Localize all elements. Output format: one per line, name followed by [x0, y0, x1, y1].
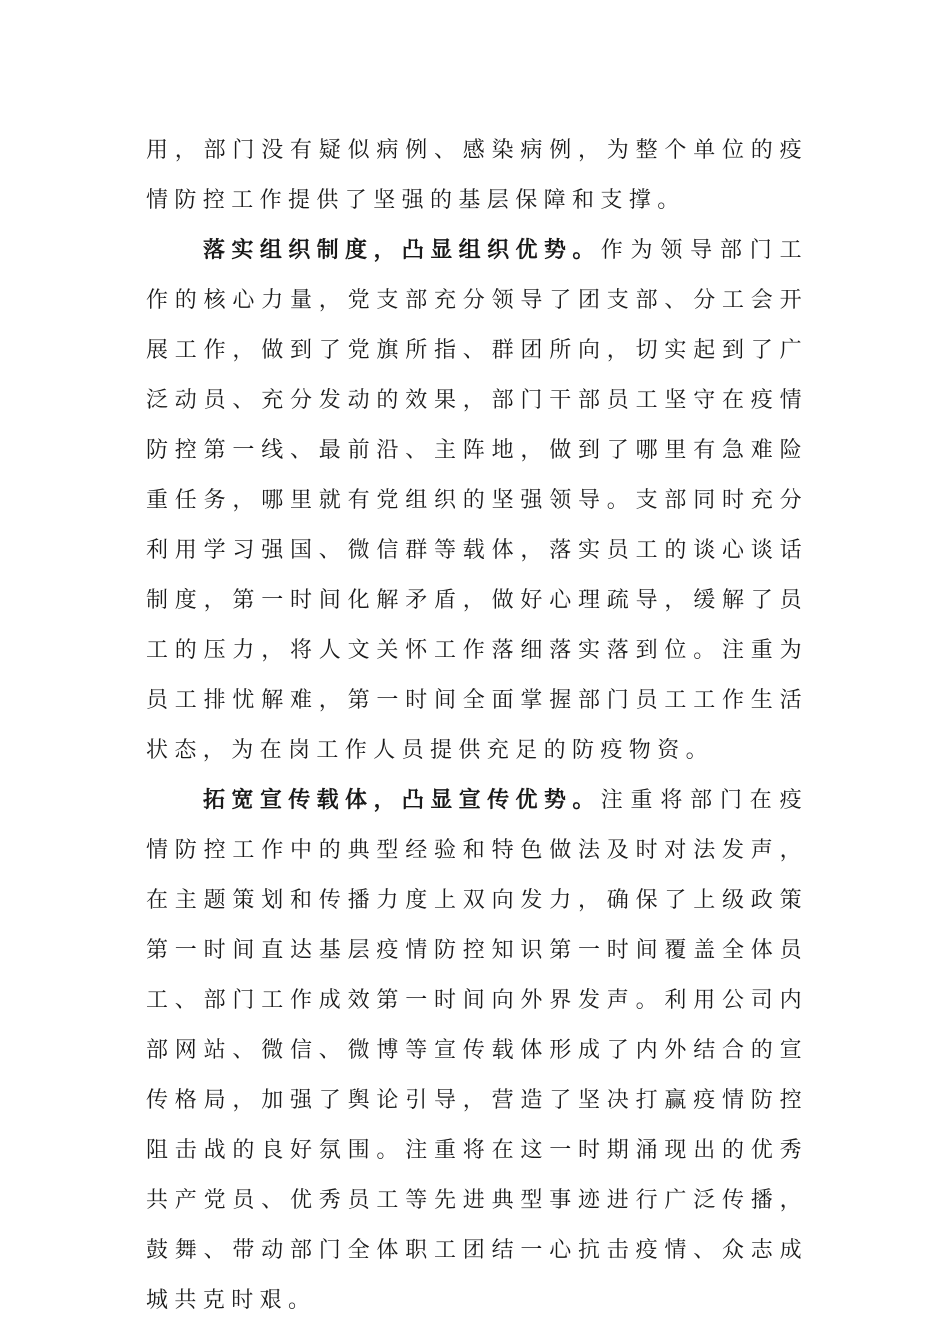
paragraph-text: 作为领导部门工作的核心力量，党支部充分领导了团支部、分工会开展工作，做到了党旗所指、群团所向，切实起到了广泛动员、充分发动的效果，部门干部员工坚守在疫情防控第一线、最前沿、主阵地，做到了哪里有急难险重任务，哪里就有党组织的坚强领导。支部同时充分利用学习强国、微信群等载体，落实员工的谈心谈话制度，第一时间化解矛盾，做好心理疏导，缓解了员工的压力，将人文关怀工作落细落实落到位。注重为员工排忧解难，第一时间全面掌握部门员工工作生活状态，为在岗工作人员提供充足的防疫物资。	[146, 238, 808, 763]
paragraph-text: 用，部门没有疑似病例、感染病例，为整个单位的疫情防控工作提供了坚强的基层保障和支撑。	[146, 138, 808, 213]
paragraph-continuation	[146, 126, 808, 226]
paragraph-text: 注重将部门在疫情防控工作中的典型经验和特色做法及时对法发声，在主题策划和传播力度上双向发力，确保了上级政策第一时间直达基层疫情防控知识第一时间覆盖全体员工、部门工作成效第一时间向外界发声。利用公司内部网站、微信、微博等宣传载体形成了内外结合的宣传格局，加强了舆论引导，营造了坚决打赢疫情防控阻击战的良好氛围。注重将在这一时期涌现出的优秀共产党员、优秀员工等先进典型事迹进行广泛传播，鼓舞、带动部门全体职工团结一心抗击疫情、众志成城共克时艰。	[146, 788, 808, 1313]
paragraph-organization	[146, 226, 808, 776]
paragraph-publicity	[146, 776, 808, 1326]
paragraph-heading: 拓宽宣传载体，凸显宣传优势。	[203, 788, 601, 813]
document-body	[146, 126, 808, 1326]
paragraph-heading: 落实组织制度，凸显组织优势。	[203, 238, 601, 263]
